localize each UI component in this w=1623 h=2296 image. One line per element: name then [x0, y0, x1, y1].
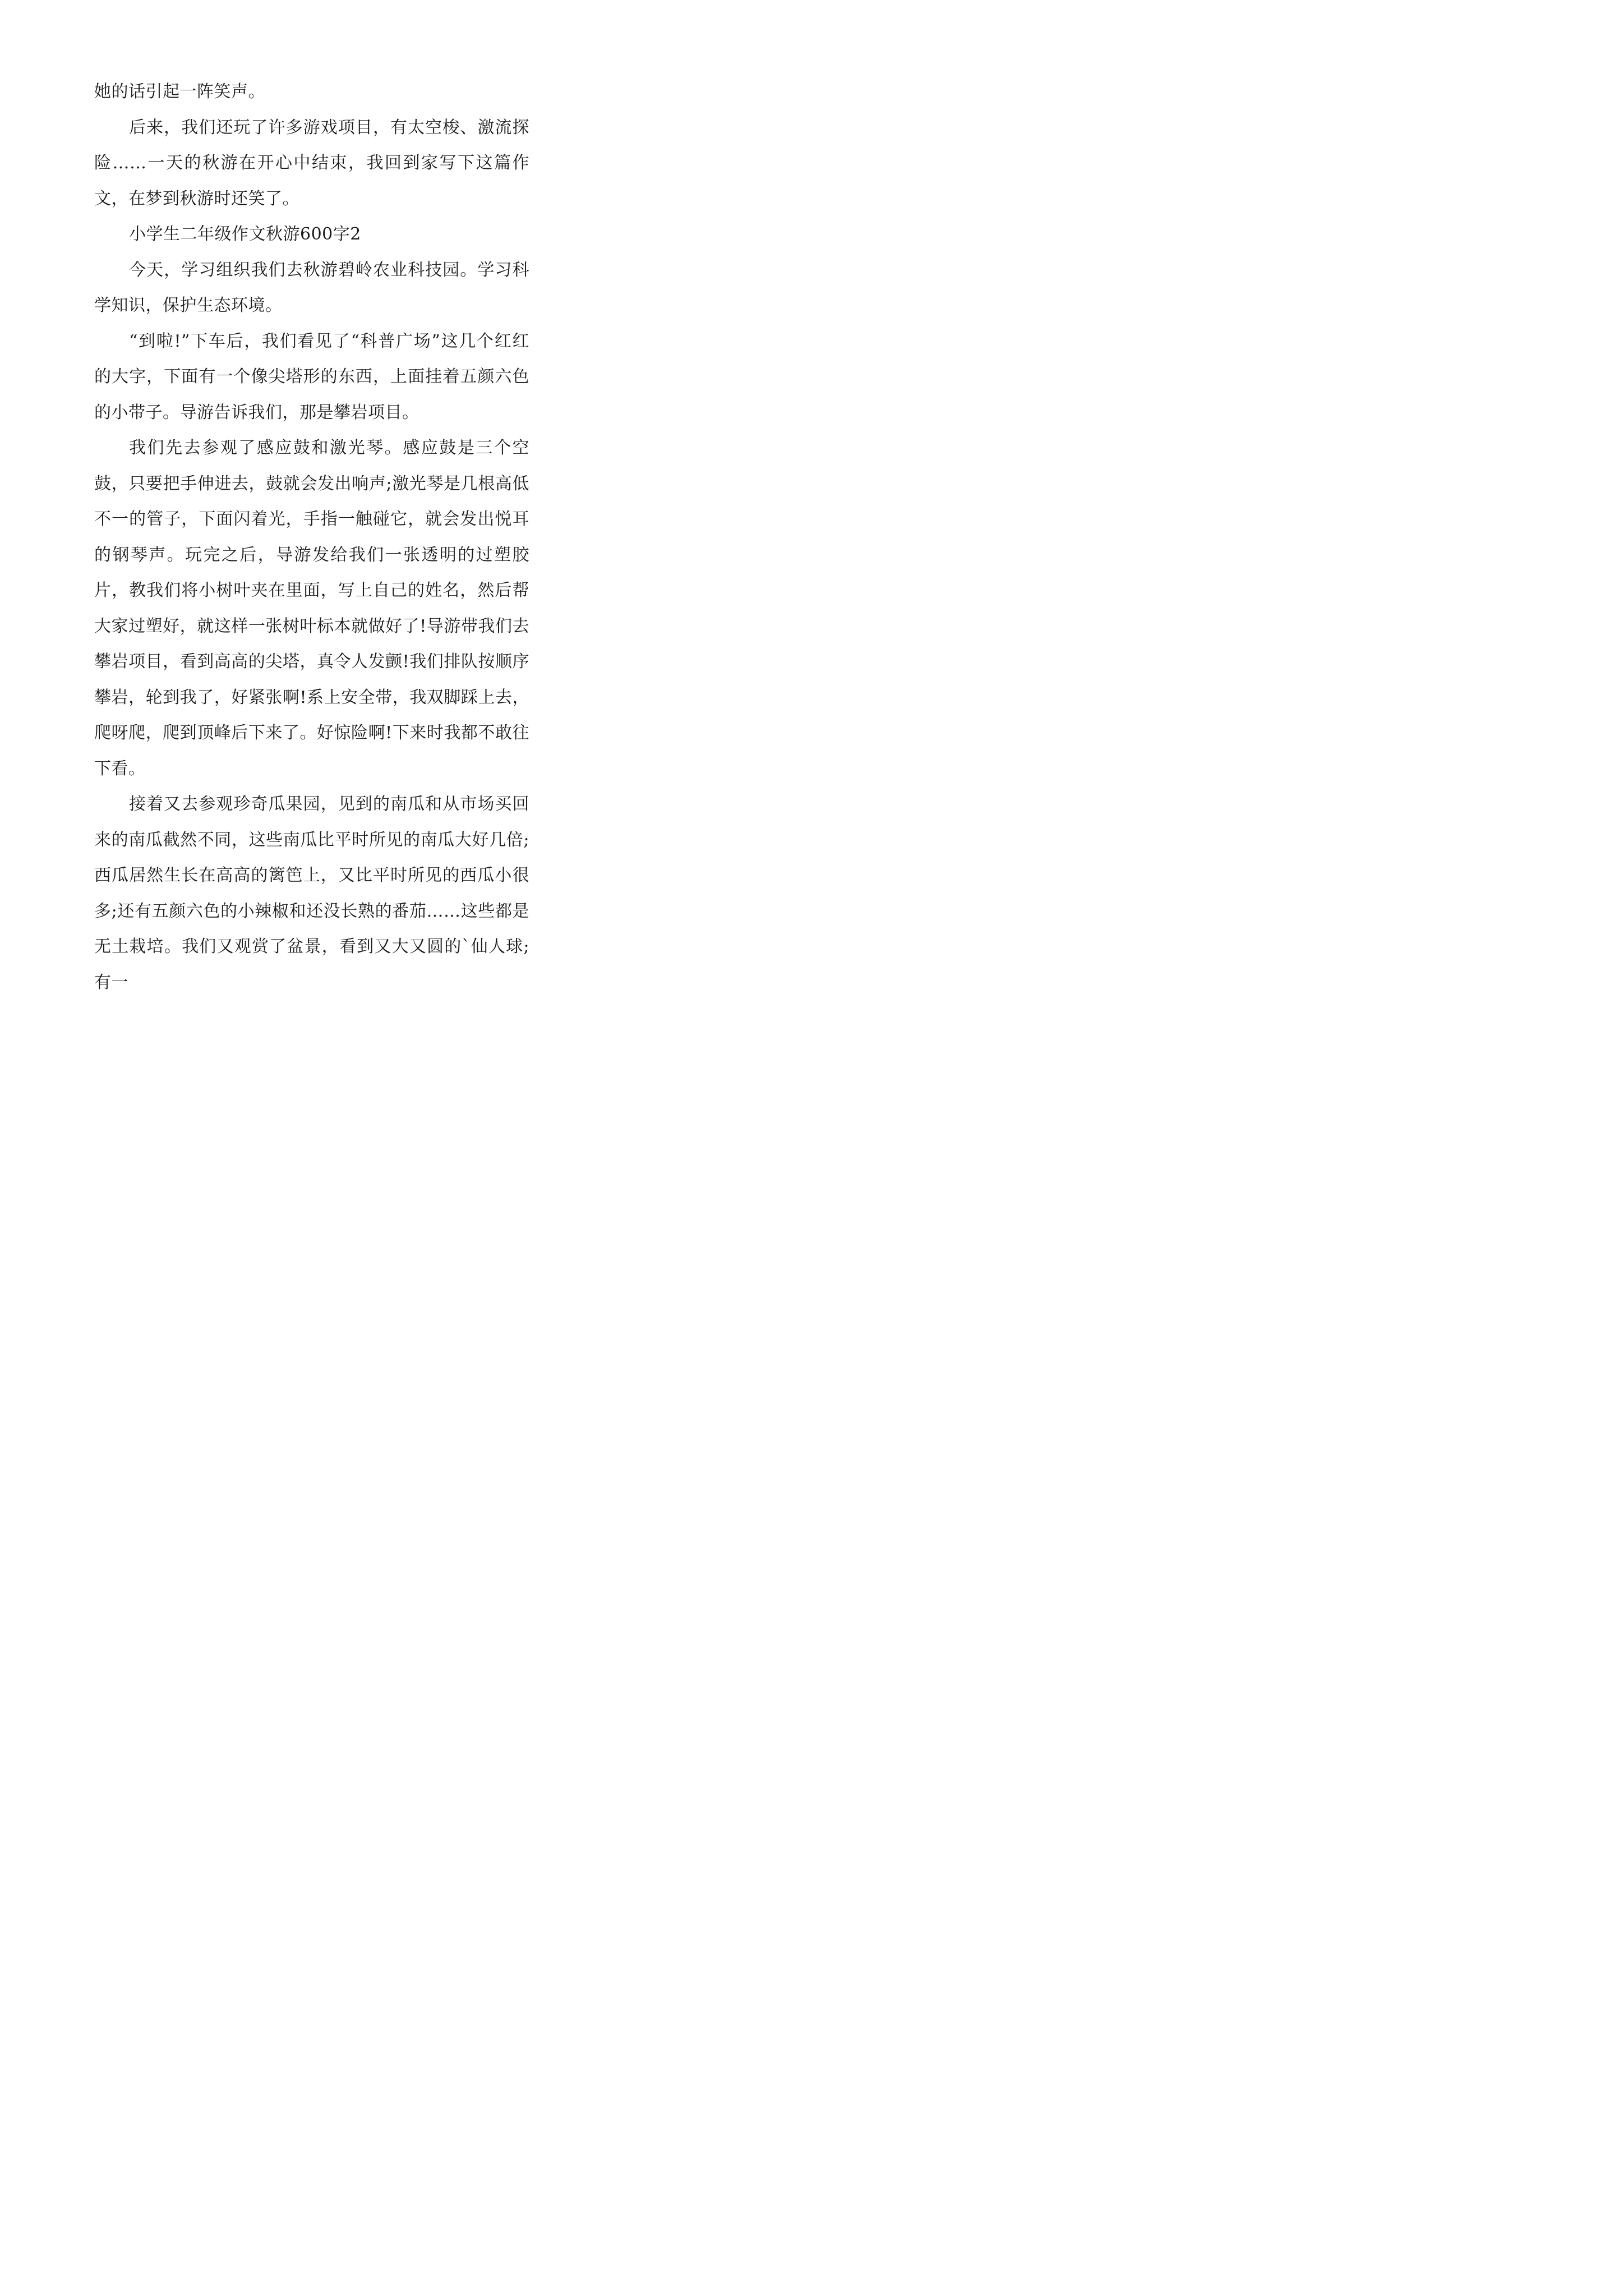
paragraph-5: 我们先去参观了感应鼓和激光琴。感应鼓是三个空鼓，只要把手伸进去，鼓就会发出响声;激光琴是几根高低不一的管子，下面闪着光，手指一触碰它，就会发出悦耳的钢琴声。玩完之后，导游发给我们一张透明的过塑胶片，教我们将小树叶夹在里面，写上自己的姓名，然后帮大家过塑好，就这样一张树叶标本就做好了!导游带我们去攀岩项目，看到高高的尖塔，真令人发颤!我们排队按顺序攀岩，轮到我了，好紧张啊!系上安全带，我双脚踩上去，爬呀爬，爬到顶峰后下来了。好惊险啊!下来时我都不敢往下看。	[94, 438, 529, 779]
section-heading: 小学生二年级作文秋游600字2	[129, 224, 361, 244]
paragraph-6: 接着又去参观珍奇瓜果园，见到的南瓜和从市场买回来的南瓜截然不同，这些南瓜比平时所见的南瓜大好几倍;西瓜居然生长在高高的篱笆上，又比平时所见的西瓜小很多;还有五颜六色的小辣椒和还没长熟的番茄……这些都是无土栽培。我们又观赏了盆景，看到又大又圆的`仙人球;有一	[94, 794, 529, 992]
paragraph-3: 今天，学习组织我们去秋游碧岭农业科技园。学习科学知识，保护生态环境。	[94, 260, 529, 315]
document-body	[94, 74, 529, 1000]
paragraph-2: 后来，我们还玩了许多游戏项目，有太空梭、激流探险……一天的秋游在开心中结束，我回到家写下这篇作文，在梦到秋游时还笑了。	[94, 117, 529, 209]
paragraph-1: 她的话引起一阵笑声。	[94, 82, 265, 102]
document-page	[0, 0, 617, 992]
paragraph-4: “到啦!”下车后，我们看见了“科普广场”这几个红红的大字，下面有一个像尖塔形的东西，上面挂着五颜六色的小带子。导游告诉我们，那是攀岩项目。	[94, 331, 529, 422]
